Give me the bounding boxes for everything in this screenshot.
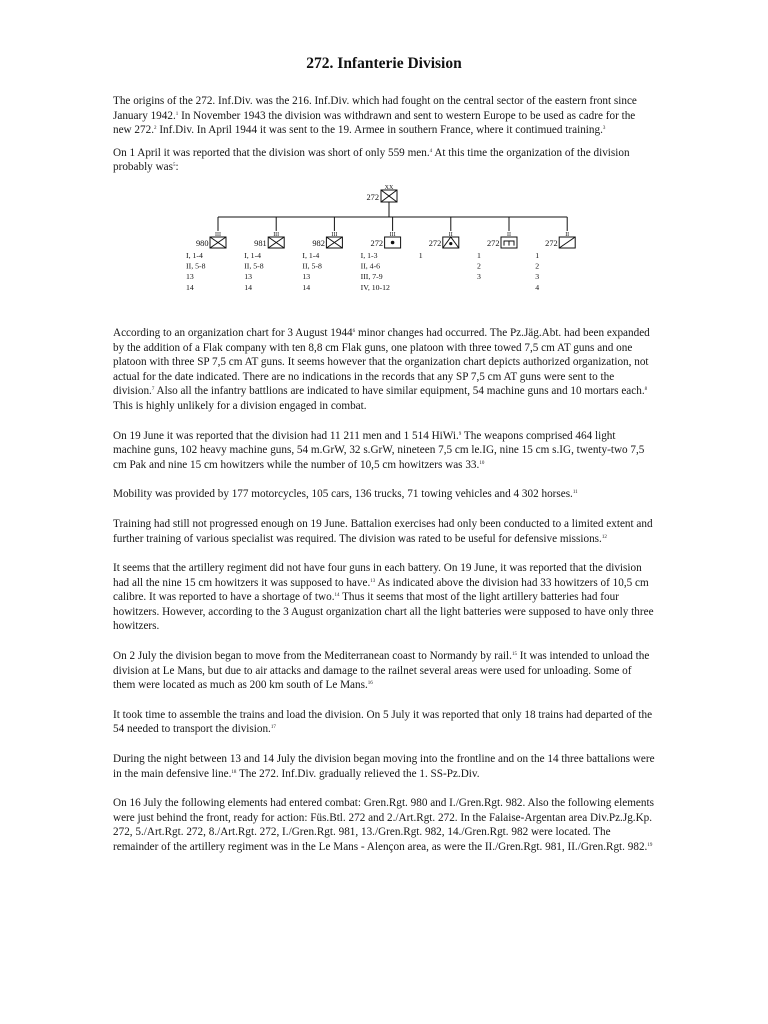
paragraph-mobility bbox=[113, 487, 655, 502]
text-run: In November 1943 the division was withdrawn and sent to western Europe to be used as cadre for the new 272. bbox=[113, 109, 636, 137]
artillery-dot bbox=[391, 241, 395, 245]
unit-label: 982 bbox=[312, 238, 325, 248]
footnote-marker: 4 bbox=[429, 148, 433, 154]
subunit-line: 14 bbox=[302, 282, 311, 292]
footnote-marker: 19 bbox=[647, 843, 653, 848]
subunit-line: II, 5-8 bbox=[302, 261, 322, 271]
division-symbol bbox=[366, 185, 397, 202]
footnote-marker: 12 bbox=[601, 534, 607, 540]
subunit-line: 2 bbox=[477, 261, 481, 271]
text-run: Also all the infantry battlions are indicated to have similar equipment, 54 machine guns and 10 mortars each. bbox=[154, 385, 645, 398]
unit-label: 272 bbox=[370, 238, 384, 248]
document-title: 272. Infanterie Division bbox=[306, 55, 462, 72]
text-run: It took time to assemble the trains and load the division. On 5 July it was reported that only 18 trains had departed of the 54 needed to transport the division. bbox=[113, 708, 653, 736]
subunit-line: 14 bbox=[186, 282, 194, 292]
paragraph-trains bbox=[113, 708, 655, 737]
text-run: : bbox=[175, 161, 179, 174]
unit-signals-272 bbox=[535, 217, 575, 292]
size-marker: II bbox=[507, 231, 511, 238]
footnote-marker: 5 bbox=[172, 163, 176, 169]
text-run: On 2 July the division began to move from the Mediterranean coast to Normandy by rail. bbox=[113, 650, 512, 663]
size-marker: III bbox=[331, 231, 338, 238]
unit-label: 272 bbox=[545, 238, 558, 248]
paragraph-july-16-elements bbox=[113, 796, 655, 854]
footnote-marker: 7 bbox=[151, 387, 155, 393]
unit-antitank-272 bbox=[419, 217, 459, 260]
paragraph-training bbox=[113, 517, 655, 546]
footnote-marker: 11 bbox=[572, 490, 578, 496]
footnote-marker: 16 bbox=[367, 681, 373, 687]
subunit-line: III, 7-9 bbox=[360, 272, 383, 282]
paragraph-june-strength bbox=[113, 429, 655, 473]
text-run: It was intended to unload the division at Le Mans, but due to air attacks and damage to the railnet several areas were used for unloading. Some of them were located as much as 200 km south of Le Mans. bbox=[113, 650, 650, 692]
footnote-marker: 6 bbox=[352, 328, 356, 334]
footnote-marker: 8 bbox=[644, 387, 648, 393]
text-run: Mobility was provided by 177 motorcycles, 105 cars, 136 trucks, 71 towing vehicles and 4 302 horses. bbox=[113, 488, 573, 501]
text-run: The weapons comprised 464 light machine guns, 102 heavy machine guns, 54 m.GrW, 32 s.GrW, nineteen 7,5 cm le.IG, nine 15 cm s.IG, twenty-two 7,5 cm Pak and nine 15 cm howitzers while the number of 10,5 cm howitzers was 33. bbox=[113, 429, 645, 471]
subunit-line: 3 bbox=[535, 272, 540, 282]
footnote-marker: 9 bbox=[458, 431, 462, 437]
paragraph-frontline bbox=[113, 752, 655, 781]
size-marker: XX bbox=[384, 184, 394, 191]
text-run: Inf.Div. In April 1944 it was sent to the 19. Armee in southern France, where it contimued training. bbox=[156, 124, 603, 137]
footnote-marker: 3 bbox=[602, 126, 606, 132]
footnote-marker: 18 bbox=[231, 769, 237, 775]
paragraph-artillery bbox=[113, 561, 655, 634]
subunit-line: I, 1-4 bbox=[186, 250, 203, 260]
footnote-marker: 2 bbox=[154, 126, 157, 132]
subunit-line: II, 5-8 bbox=[186, 261, 206, 271]
footnote-marker: 13 bbox=[370, 578, 376, 584]
document-page bbox=[113, 54, 655, 870]
subunit-line: 2 bbox=[535, 261, 540, 271]
paragraph-rail-move bbox=[113, 649, 655, 693]
unit-label: 272 bbox=[428, 238, 442, 248]
text-run: During the night between 13 and 14 July the division began moving into the frontline and on the 14 three battalions were in the main defensive line. bbox=[113, 753, 655, 780]
unit-infantry-980 bbox=[186, 217, 226, 292]
size-marker: III bbox=[389, 231, 396, 238]
text-run: On 16 July the following elements had entered combat: Gren.Rgt. 980 and I./Gren.Rgt. 982. Also the following elements were just behind the front, ready for action: Füs.Btl. 272 and 2./Art.Rgt. 272. In the Falaise-Argentan area Div.Pz.Jg.Kp. 272, 5./Art.Rgt. 272, 8./Art.Rgt. 272, I./Gren.Rgt. 981, 13./Gren.Rgt. 982, 14./Gren.Rgt. 982 were located. The remainder of the artillery regiment was in the Le Mans - Alençon area, as were the II./Gren.Rgt. 981, II./Gren.Rgt. 982. bbox=[113, 797, 654, 853]
paragraph-august-chart bbox=[113, 326, 655, 414]
text-run: At this time the organization of the division probably was bbox=[113, 146, 630, 174]
text-run: Training had still not progressed enough on 19 June. Battalion exercises had only been conducted to a limited extent and further training of various specialist was required. The division was rated to be useful for defensive missions. bbox=[113, 517, 653, 545]
size-marker: III bbox=[273, 231, 280, 238]
antitank-dot bbox=[449, 242, 452, 245]
text-run: According to an organization chart for 3 August 1944 bbox=[113, 326, 353, 339]
text-run: As indicated above the division had 33 howitzers of 10,5 cm calibre. It was reported to have a shortage of two. bbox=[113, 576, 649, 604]
subunit-line: 3 bbox=[477, 272, 481, 282]
text-run: On 19 June it was reported that the division had 11 211 men and 1 514 HiWi. bbox=[113, 429, 459, 442]
subunit-line: II, 4-6 bbox=[360, 261, 381, 271]
subunit-line: 13 bbox=[302, 272, 311, 282]
subunit-line: IV, 10-12 bbox=[360, 282, 390, 292]
subunit-line: 13 bbox=[186, 272, 194, 282]
subunit-line: 1 bbox=[418, 250, 423, 260]
subunit-line: 1 bbox=[535, 250, 540, 260]
paragraph-origins bbox=[113, 94, 655, 138]
unit-artillery-272 bbox=[361, 217, 401, 292]
subunit-line: 14 bbox=[244, 282, 252, 292]
unit-label: 980 bbox=[195, 238, 209, 248]
unit-label: 981 bbox=[254, 238, 267, 248]
text-run: Thus it seems that most of the light artillery batteries had four howitzers. However, according to the 3 August organization chart all the light batteries were supposed to have only three howitzers. bbox=[113, 591, 654, 633]
subunit-line: I, 1-4 bbox=[244, 250, 262, 260]
subunit-line: 1 bbox=[477, 250, 481, 260]
text-run: This is highly unlikely for a division engaged in combat. bbox=[113, 399, 367, 412]
size-marker: II bbox=[448, 231, 453, 238]
unit-infantry-982 bbox=[302, 217, 342, 292]
subunit-line: 4 bbox=[535, 282, 540, 292]
subunit-line: I, 1-4 bbox=[302, 250, 320, 260]
footnote-marker: 14 bbox=[334, 593, 340, 599]
division-label: 272 bbox=[366, 192, 379, 202]
text-run: The 272. Inf.Div. gradually relieved the 1. SS-Pz.Div. bbox=[236, 767, 480, 780]
footnote-marker: 15 bbox=[511, 652, 517, 658]
signals-mark bbox=[559, 237, 575, 248]
unit-label: 272 bbox=[486, 238, 500, 248]
size-marker: III bbox=[215, 231, 221, 238]
footnote-marker: 10 bbox=[479, 460, 485, 466]
text-run: On 1 April it was reported that the division was short of only 559 men. bbox=[113, 146, 430, 159]
organization-diagram bbox=[113, 183, 655, 314]
text-run: minor changes had occurred. The Pz.Jäg.Abt. had been expanded by the addition of a Flak company with ten 8,8 cm Flak guns, one platoon with three towed 7,5 cm AT guns and one platoon with three SP 7,5 cm AT guns. It seems however that the organization chart depicts authorized organization, not actual for the date indicated. There are no indications in the records that any SP 7,5 cm AT guns were sent to the division. bbox=[113, 326, 650, 398]
subunit-line: 13 bbox=[244, 272, 252, 282]
unit-engineer-272 bbox=[477, 217, 517, 281]
footnote-marker: 17 bbox=[270, 725, 276, 731]
text-run: The origins of the 272. Inf.Div. was the 216. Inf.Div. which had fought on the central sector of the eastern front since January 1942. bbox=[113, 95, 637, 122]
footnote-marker: 1 bbox=[175, 111, 179, 117]
subunit-line: I, 1-3 bbox=[360, 250, 378, 260]
paragraph-april-organization bbox=[113, 146, 655, 175]
subunit-line: II, 5-8 bbox=[244, 261, 264, 271]
size-marker: II bbox=[565, 231, 570, 238]
text-run: It seems that the artillery regiment did not have four guns in each battery. On 19 June, it was reported that the division had all the nine 15 cm howitzers it was supposed to have. bbox=[113, 562, 642, 589]
unit-infantry-981 bbox=[244, 217, 284, 292]
